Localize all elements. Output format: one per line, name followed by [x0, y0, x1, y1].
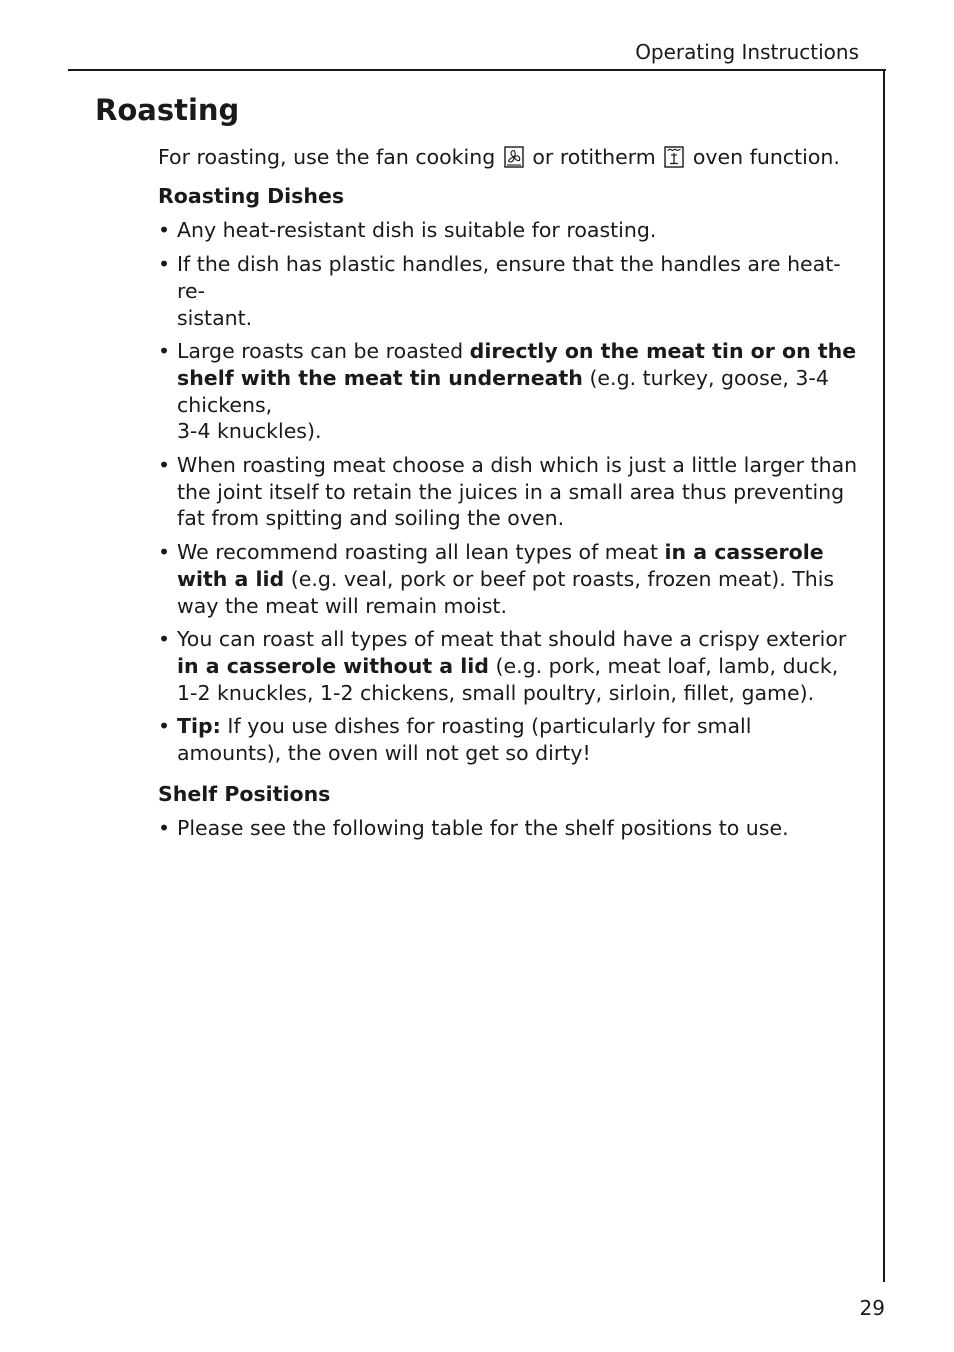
list-item — [158, 626, 858, 706]
main-content — [158, 144, 858, 856]
list-item-text-continued: 1-2 knuckles, 1-2 chickens, small poultry, sirloin, fillet, game). — [177, 680, 815, 705]
header-rule — [68, 69, 886, 71]
intro-paragraph — [158, 144, 858, 171]
tip-label: Tip: — [177, 714, 221, 739]
list-item-text: If you use dishes for roasting (particularly for small amounts), the oven will not get so dirty! — [177, 714, 752, 766]
intro-text-after-rotitherm: oven function. — [692, 145, 840, 169]
list-item-emphasis: in a casserole with a lid — [177, 540, 824, 591]
shelf-positions-heading: Shelf Positions — [158, 781, 331, 806]
list-item-text: Any heat-resistant dish is suitable for roasting. — [177, 218, 657, 243]
side-rule — [883, 69, 885, 1282]
list-item — [158, 452, 858, 532]
list-item-text-continued: 3-4 knuckles). — [177, 419, 322, 444]
running-header: Operating Instructions — [635, 40, 859, 64]
list-item-emphasis: directly on the meat tin or on the shelf with the meat tin underneath — [177, 339, 857, 390]
list-item — [158, 539, 858, 619]
list-item — [158, 815, 858, 842]
list-item-text: When roasting meat choose a dish which is just a little larger than the joint itself to retain the juices in a small area thus preventing fat from spitting and soiling the oven. — [177, 453, 858, 531]
list-item-text: (e.g. pork, meat loaf, lamb, duck, — [495, 653, 839, 678]
list-item-text: (e.g. veal, pork or beef pot roasts, frozen meat). This way the meat will remain moist. — [177, 566, 835, 618]
list-item-text-continued: sistant. — [177, 305, 253, 330]
page-title: Roasting — [95, 93, 240, 127]
intro-text-between: or rotitherm — [532, 145, 656, 169]
list-item-text: If the dish has plastic handles, ensure that the handles are heat-re- — [177, 252, 841, 303]
roasting-dishes-heading: Roasting Dishes — [158, 183, 345, 208]
list-item-emphasis: in a casserole without a lid — [177, 653, 489, 678]
list-item — [158, 713, 858, 766]
list-item-text: (e.g. turkey, goose, 3-4 chickens, — [177, 365, 829, 417]
list-item-text: Large roasts can be roasted — [177, 339, 464, 364]
list-item-text: We recommend roasting all lean types of meat — [177, 540, 658, 565]
list-item-text: Please see the following table for the shelf positions to use. — [177, 816, 789, 841]
list-item — [158, 217, 858, 244]
page-number: 29 — [859, 1296, 885, 1320]
list-item — [158, 338, 858, 445]
roasting-dishes-list — [158, 217, 858, 766]
intro-text-before-fan: For roasting, use the fan cooking — [158, 145, 496, 169]
shelf-positions-list — [158, 815, 858, 842]
fan-cooking-icon — [504, 146, 524, 168]
list-item-text: You can roast all types of meat that should have a crispy exterior — [177, 627, 847, 652]
rotitherm-icon — [664, 146, 684, 168]
list-item — [158, 251, 858, 331]
